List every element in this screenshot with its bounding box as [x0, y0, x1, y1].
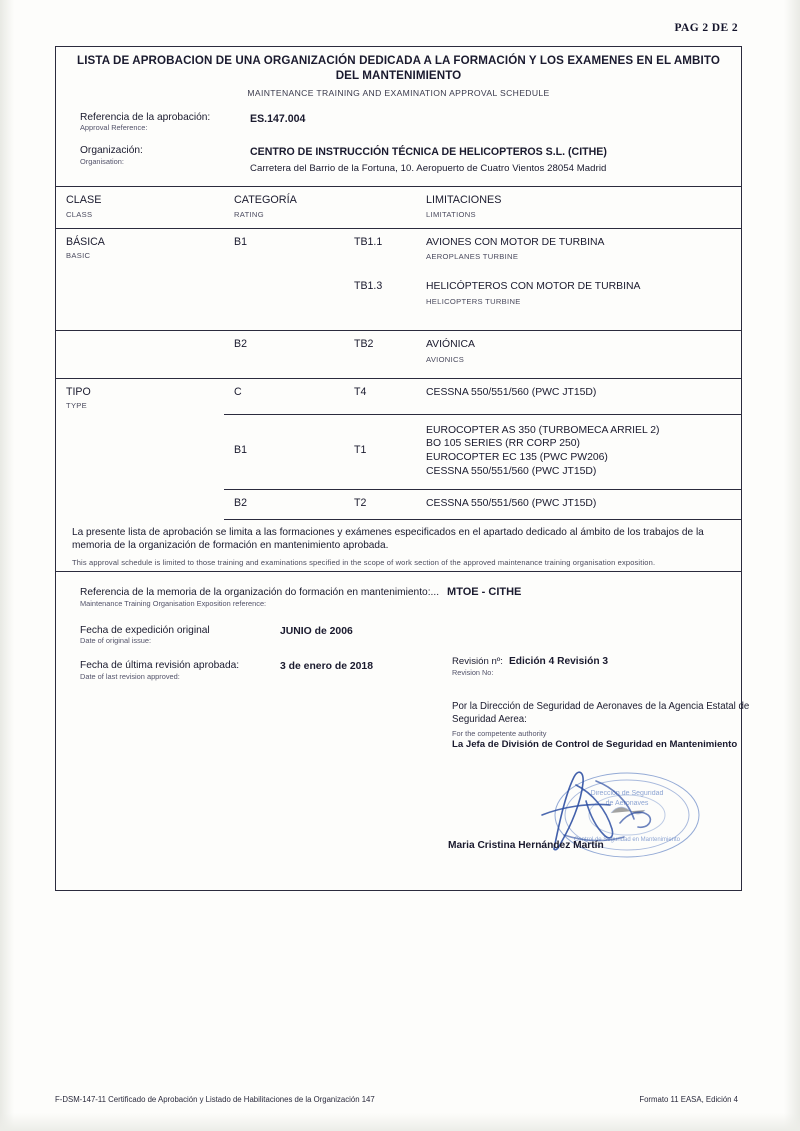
row3-limitation-cell	[416, 378, 741, 414]
document-frame	[55, 46, 750, 891]
mtoe-value: MTOE - CITHE	[447, 586, 522, 599]
row0-limitation-es: AVIONES CON MOTOR DE TURBINA	[426, 236, 605, 248]
header-limitations-es: LIMITACIONES	[426, 194, 502, 207]
row3-class-es: TIPO	[66, 385, 91, 398]
row0-category-cell	[224, 228, 344, 330]
organisation-label-en: Organisation:	[80, 156, 124, 166]
row0-code-cell	[344, 228, 416, 270]
original-issue-labels	[80, 625, 280, 647]
authority-line-2: Seguridad Aerea:	[452, 714, 527, 726]
row3-category-cell	[224, 378, 344, 414]
last-revision-value: 3 de enero de 2018	[280, 661, 373, 673]
footer-right: Formato 11 EASA, Edición 4	[639, 1095, 738, 1104]
row4-limitation-line-2: EUROCOPTER EC 135 (PWC PW206)	[426, 452, 608, 464]
header-cell-class	[56, 187, 224, 228]
row5-code-cell	[344, 489, 416, 520]
authority-sub-en: For the competente authority	[452, 729, 547, 739]
row2-category: B2	[234, 338, 247, 351]
original-issue-label-en: Date of original issue:	[80, 636, 152, 646]
row2-code: TB2	[354, 338, 374, 351]
header-cell-limitations	[416, 187, 741, 228]
signature-area	[386, 757, 736, 877]
approval-reference-labels	[80, 112, 250, 134]
header-rating-en: RATING	[234, 209, 264, 219]
row5-code: T2	[354, 496, 367, 509]
revision-label-en: Revision No:	[452, 668, 494, 678]
approval-note	[56, 520, 741, 572]
approval-reference-value: ES.147.004	[250, 112, 306, 125]
row2-limitation-es: AVIÓNICA	[426, 339, 475, 351]
row-class-tipo	[56, 378, 224, 519]
organisation-address: Carretera del Barrio de la Fortuna, 10. Aeropuerto de Cuatro Vientos 28054 Madrid	[250, 163, 607, 175]
scan-edge-bottom	[0, 1113, 800, 1131]
row4-category-cell	[224, 414, 344, 489]
row1-limitation-en: HELICOPTERS TURBINE	[426, 297, 521, 307]
last-revision-labels	[80, 660, 280, 682]
row3-limitation-es: CESSNA 550/551/560 (PWC JT15D)	[426, 386, 597, 398]
row4-limitation-line-3: CESSNA 550/551/560 (PWC JT15D)	[426, 465, 597, 477]
svg-text:Control de Seguridad en Manten: Control de Seguridad en Mantenimiento	[573, 837, 681, 844]
header-cell-rating	[224, 187, 416, 228]
last-revision-label-es: Fecha de última revisión aprobada:	[80, 660, 240, 672]
row2-category-cell	[224, 331, 344, 379]
row0-class-en: BASIC	[66, 250, 91, 260]
approval-schedule-table	[56, 186, 741, 520]
organisation-values	[250, 145, 607, 174]
approval-note-en: This approval schedule is limited to those training and examinations specified in the scope of work section of the approved maintenance training organisation exposition.	[72, 558, 656, 568]
mtoe-label-es: Referencia de la memoria de la organización do formación en mantenimiento:...	[80, 587, 440, 599]
header-limitations-en: LIMITATIONS	[426, 209, 476, 219]
row4-limitation-line-0: EUROCOPTER AS 350 (TURBOMECA ARRIEL 2)	[426, 424, 660, 436]
approval-note-es: La presente lista de aprobación se limita a las formaciones y exámenes especificados en el apartado dedicado al ámbito de los trabajos de la memoria de la organización de formación en mantenimiento aprobada.	[72, 527, 704, 552]
lower-section	[56, 572, 750, 852]
header-rating-es: CATEGORÍA	[234, 194, 297, 207]
revision-label-es: Revisión nº:	[452, 656, 503, 668]
authority-line-1: Por la Dirección de Seguridad de Aeronaves de la Agencia Estatal de	[452, 701, 750, 713]
original-issue-label-es: Fecha de expedición original	[80, 624, 210, 636]
table-row	[56, 228, 741, 270]
row5-category: B2	[234, 496, 247, 509]
row0-code: TB1.1	[354, 235, 383, 248]
revision-value: Edición 4 Revisión 3	[508, 656, 609, 668]
row4-limitation-line-1: BO 105 SERIES (RR CORP 250)	[426, 438, 581, 450]
page-title-en: MAINTENANCE TRAINING AND EXAMINATION APPROVAL SCHEDULE	[247, 87, 550, 98]
row2-limitation-en: AVIONICS	[426, 354, 465, 364]
table-header-row	[56, 187, 741, 228]
row3-class-en: TYPE	[66, 401, 88, 411]
approval-reference-label-en: Approval Reference:	[80, 123, 148, 133]
svg-text:Dirección de Seguridad: Dirección de Seguridad	[590, 790, 664, 798]
row2-class-cell	[56, 331, 224, 379]
header-class-es: CLASE	[66, 194, 102, 207]
row0-limitation-cell	[416, 228, 741, 270]
row1-code-cell	[344, 270, 416, 330]
footer-left: F-DSM-147-11 Certificado de Aprobación y Listado de Habilitaciones de la Organización 147	[55, 1095, 375, 1104]
table-row	[56, 331, 741, 379]
organisation-name: CENTRO DE INSTRUCCIÓN TÉCNICA DE HELICOPTEROS S.L. (CITHE)	[250, 146, 607, 159]
authority-block	[452, 700, 752, 750]
reference-block	[56, 102, 741, 175]
row3-category: C	[234, 385, 242, 398]
organisation-labels	[80, 145, 250, 167]
scan-edge-right	[784, 0, 800, 1131]
approval-reference-row	[80, 112, 741, 134]
organisation-label-es: Organización:	[80, 145, 143, 157]
table-row	[56, 378, 741, 414]
last-revision-label-en: Date of last revision approved:	[80, 671, 180, 681]
row0-class-es: BÁSICA	[66, 235, 105, 248]
row1-limitation-es: HELICÓPTEROS CON MOTOR DE TURBINA	[426, 281, 641, 293]
mtoe-label-en: Maintenance Training Organisation Exposition reference:	[80, 598, 267, 608]
organisation-row	[80, 145, 741, 174]
page-marker: PAG 2 DE 2	[674, 22, 738, 34]
scan-edge-left	[0, 0, 14, 1131]
row4-code-cell	[344, 414, 416, 489]
signatory-name: Maria Cristina Hernández Martín	[448, 840, 604, 852]
row4-code: T1	[354, 444, 367, 457]
revision-number-block	[452, 656, 742, 677]
row5-category-cell	[224, 489, 344, 520]
row-class-basica	[56, 228, 224, 330]
row1-limitation-cell	[416, 270, 741, 330]
row4-limitation-cell	[416, 414, 741, 489]
mtoe-labels	[80, 587, 439, 609]
row2-limitation-cell	[416, 331, 741, 379]
svg-text:de Aeronaves: de Aeronaves	[605, 800, 649, 808]
title-block	[56, 47, 741, 102]
row5-limitation-es: CESSNA 550/551/560 (PWC JT15D)	[426, 497, 597, 509]
authority-role: La Jefa de División de Control de Seguridad en Mantenimiento	[452, 739, 738, 751]
page-title-es: LISTA DE APROBACION DE UNA ORGANIZACIÓN DEDICADA A LA FORMACIÓN Y LOS EXAMENES EN EL AMBITO DEL MANTENIMIENTO	[77, 54, 720, 82]
row0-limitation-en: AEROPLANES TURBINE	[426, 252, 519, 262]
row1-code: TB1.3	[354, 280, 383, 293]
row0-category: B1	[234, 235, 247, 248]
revision-number-line	[452, 656, 742, 667]
approval-reference-label-es: Referencia de la aprobación:	[80, 111, 211, 123]
row3-code: T4	[354, 385, 367, 398]
header-class-en: CLASS	[66, 209, 93, 219]
row3-code-cell	[344, 378, 416, 414]
row4-category: B1	[234, 444, 247, 457]
mtoe-row	[80, 586, 727, 609]
row5-limitation-cell	[416, 489, 741, 520]
row2-code-cell	[344, 331, 416, 379]
original-issue-value: JUNIO de 2006	[280, 625, 353, 637]
original-issue-row	[80, 625, 727, 647]
